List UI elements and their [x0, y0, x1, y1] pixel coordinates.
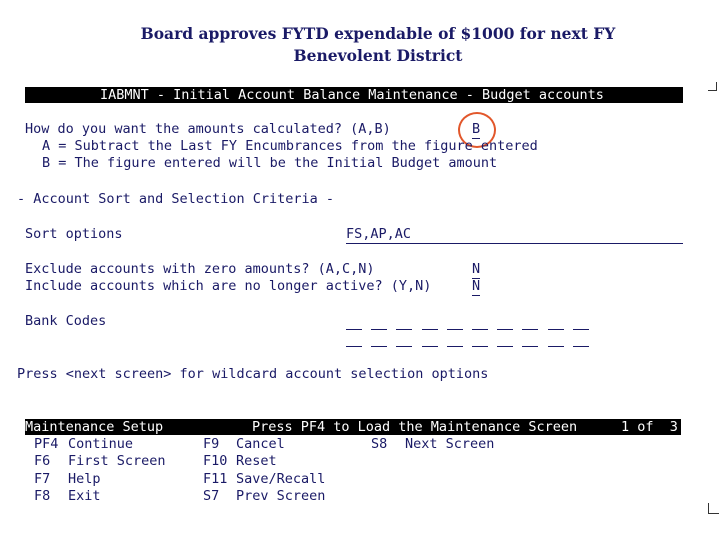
bank-code-input[interactable] — [573, 346, 589, 347]
bank-code-input[interactable] — [548, 346, 564, 347]
screen-title: IABMNT - Initial Account Balance Maintenance - Budget accounts — [100, 87, 604, 103]
calc-question: How do you want the amounts calculated? (A,B) — [25, 121, 391, 137]
key-f6-label[interactable]: First Screen — [68, 453, 166, 469]
include-inactive-input[interactable]: N — [472, 278, 481, 294]
key-pf4-label[interactable]: Continue — [68, 436, 134, 452]
next-screen-hint: Press <next screen> for wildcard account selection options — [17, 366, 489, 382]
bank-code-input[interactable] — [371, 346, 387, 347]
key-f9-label[interactable]: Cancel — [236, 436, 285, 452]
bank-code-input[interactable] — [422, 329, 438, 330]
scroll-up-icon[interactable] — [708, 82, 717, 91]
bank-code-input[interactable] — [497, 329, 513, 330]
key-s8-label[interactable]: Next Screen — [405, 436, 495, 452]
include-inactive-label: Include accounts which are no longer active? (Y,N) — [25, 278, 432, 294]
bank-code-input[interactable] — [447, 346, 463, 347]
key-f8-label[interactable]: Exit — [68, 488, 101, 504]
key-f11[interactable]: F11 — [203, 471, 228, 487]
key-pf4[interactable]: PF4 — [34, 436, 59, 452]
exclude-zero-input[interactable]: N — [472, 261, 481, 277]
bank-code-input[interactable] — [472, 346, 488, 347]
calc-method-input[interactable]: B — [472, 121, 481, 137]
bank-code-input[interactable] — [396, 346, 412, 347]
key-f8[interactable]: F8 — [34, 488, 51, 504]
caption-line-2: Benevolent District — [293, 46, 463, 65]
key-s7[interactable]: S7 — [203, 488, 220, 504]
bank-code-input[interactable] — [371, 329, 387, 330]
page-indicator: 1 of 3 — [621, 419, 678, 435]
key-s8[interactable]: S8 — [371, 436, 388, 452]
key-s7-label[interactable]: Prev Screen — [236, 488, 326, 504]
bank-code-input[interactable] — [573, 329, 589, 330]
key-f7[interactable]: F7 — [34, 471, 51, 487]
key-f9[interactable]: F9 — [203, 436, 220, 452]
footer-left-label: Maintenance Setup — [25, 419, 164, 435]
bank-code-input[interactable] — [346, 329, 362, 330]
bank-code-input[interactable] — [447, 329, 463, 330]
section-heading: - Account Sort and Selection Criteria - — [17, 191, 334, 207]
resize-corner-icon[interactable] — [708, 503, 719, 514]
key-f10[interactable]: F10 — [203, 453, 228, 469]
calc-option-b: B = The figure entered will be the Initial Budget amount — [42, 155, 498, 171]
sort-options-input[interactable]: FS,AP,AC — [346, 226, 683, 244]
key-f11-label[interactable]: Save/Recall — [236, 471, 326, 487]
bank-code-input[interactable] — [472, 329, 488, 330]
footer-bar — [25, 419, 681, 435]
exclude-zero-label: Exclude accounts with zero amounts? (A,C,N) — [25, 261, 375, 277]
bank-code-input[interactable] — [548, 329, 564, 330]
bank-codes-label: Bank Codes — [25, 313, 107, 329]
bank-code-input[interactable] — [422, 346, 438, 347]
key-f7-label[interactable]: Help — [68, 471, 101, 487]
calc-option-a: A = Subtract the Last FY Encumbrances from the figure entered — [42, 138, 538, 154]
caption-line-1: Board approves FYTD expendable of $1000 for next FY — [140, 24, 616, 43]
key-f10-label[interactable]: Reset — [236, 453, 277, 469]
bank-code-input[interactable] — [522, 329, 538, 330]
key-f6[interactable]: F6 — [34, 453, 51, 469]
screen-header-bar — [25, 87, 683, 103]
bank-code-input[interactable] — [497, 346, 513, 347]
bank-code-input[interactable] — [346, 346, 362, 347]
bank-code-input[interactable] — [522, 346, 538, 347]
sort-options-label: Sort options — [25, 226, 123, 242]
footer-instruction: Press PF4 to Load the Maintenance Screen — [252, 419, 578, 435]
bank-code-input[interactable] — [396, 329, 412, 330]
